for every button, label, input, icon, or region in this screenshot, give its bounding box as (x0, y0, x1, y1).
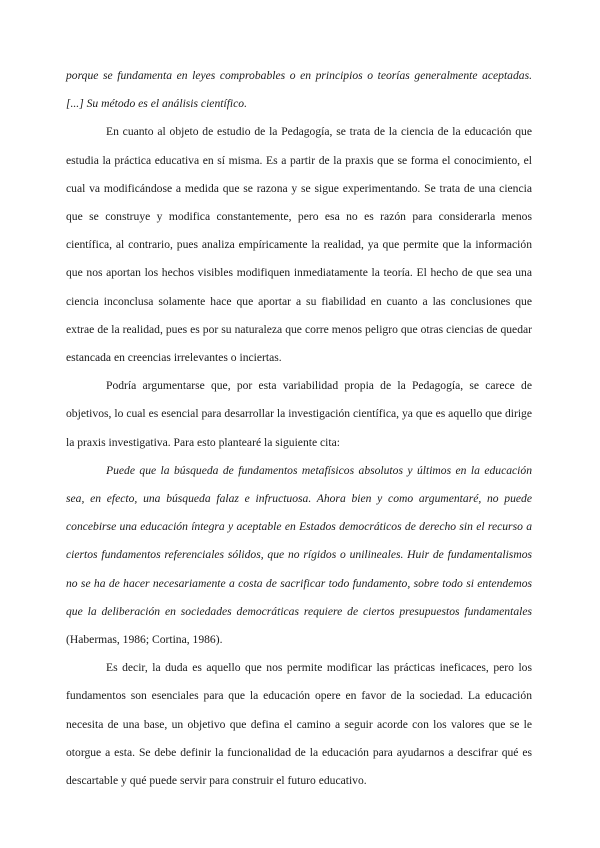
paragraph-objectives: Podría argumentarse que, por esta variabilidad propia de la Pedagogía, se carece de objetivos, lo cual es esencial para desarrollar la investigación científica, ya que es aquello que dirige la praxis investigativa. Para esto plantearé la siguiente cita: (66, 379, 532, 449)
block-quote-text: Puede que la búsqueda de fundamentos metafísicos absolutos y últimos en la educación sea, en efecto, una búsqueda falaz e infructuosa. Ahora bien y como argumentaré, no puede concebirse una educación íntegra y aceptable en Estados democráticos de derecho sin el recurso a ciertos fundamentos referenciales sólidos, que no rígidos o unilineales. Huir de fundamentalismos no se ha de hacer necesariamente a costa de sacrificar todo fundamento, sobre todo si entendemos que la deliberación en sociedades democráticas requiere de ciertos presupuestos fundamentales (66, 463, 532, 618)
block-quote-citation: (Habermas, 1986; Cortina, 1986). (66, 633, 223, 647)
block-quote (66, 457, 532, 654)
quote-continuation (66, 62, 532, 118)
paragraph-object-of-study: En cuanto al objeto de estudio de la Pedagogía, se trata de la ciencia de la educación que estudia la práctica educativa en sí misma. Es a partir de la praxis que se forma el conocimiento, el cual va modificándose a medida que se razona y se sigue experimentando. Se trata de una ciencia que se construye y modifica constantemente, pero esa no es razón para considerarla menos científica, al contrario, pues analiza empíricamente la realidad, ya que permite que la información que nos aportan los hechos visibles modifiquen inmediatamente la teoría. El hecho de que sea una ciencia inconclusa solamente hace que aportar a su fiabilidad en cuanto a las conclusiones que extrae de la realidad, pues es por su naturaleza que corre menos peligro que otras ciencias de quedar estancada en creencias irrelevantes o inciertas. (66, 125, 532, 365)
paragraph-conclusion: Es decir, la duda es aquello que nos permite modificar las prácticas ineficaces, pero los fundamentos son esenciales para que la educación opere en favor de la sociedad. La educación necesita de una base, un objetivo que defina el camino a seguir acorde con los valores que se le otorgue a esta. Se debe definir la funcionalidad de la educación para ayudarnos a descifrar qué es descartable y qué puede servir para construir el futuro educativo. (66, 661, 532, 788)
document-page (66, 62, 532, 795)
quote-continuation-text: porque se fundamenta en leyes comprobables o en principios o teorías generalmente aceptadas. [...] Su método es el análisis científico. (66, 69, 532, 111)
